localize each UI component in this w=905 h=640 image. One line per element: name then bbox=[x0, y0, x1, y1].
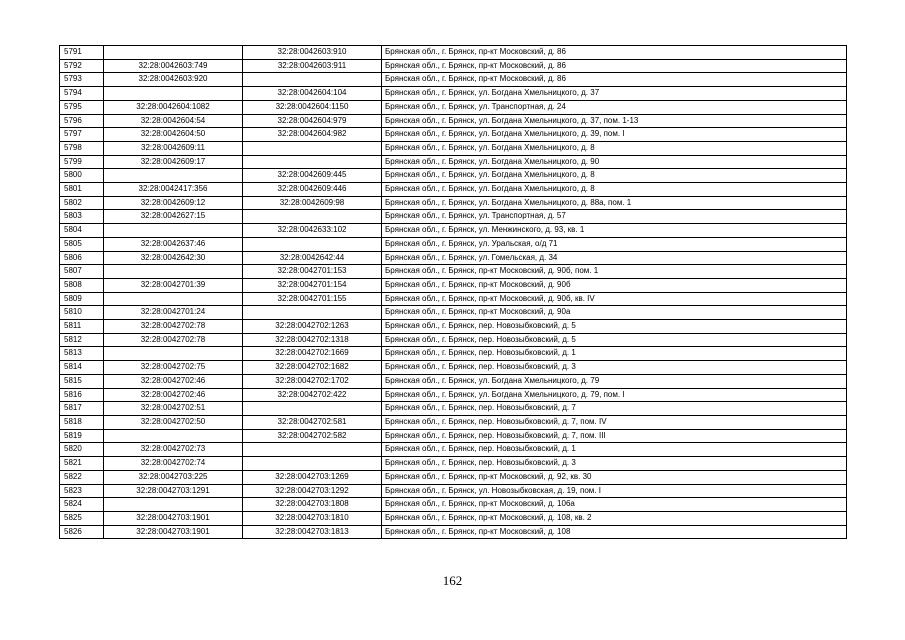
cadastral-object-cell: 32:28:0042609:98 bbox=[243, 196, 382, 210]
table-row bbox=[60, 292, 847, 306]
row-number-cell: 5807 bbox=[60, 265, 104, 279]
cadastral-number-cell: 32:28:0042637:46 bbox=[104, 237, 243, 251]
row-number-cell: 5822 bbox=[60, 470, 104, 484]
row-number-cell: 5825 bbox=[60, 511, 104, 525]
cadastral-number-cell: 32:28:0042703:1901 bbox=[104, 511, 243, 525]
cadastral-number-cell: 32:28:0042604:50 bbox=[104, 128, 243, 142]
cadastral-number-cell: 32:28:0042702:73 bbox=[104, 443, 243, 457]
address-cell: Брянская обл., г. Брянск, ул. Транспортная, д. 24 bbox=[382, 100, 847, 114]
cadastral-number-cell: 32:28:0042702:46 bbox=[104, 374, 243, 388]
cadastral-number-cell: 32:28:0042604:1082 bbox=[104, 100, 243, 114]
address-cell: Брянская обл., г. Брянск, пр-кт Московский, д. 90б, пом. 1 bbox=[382, 265, 847, 279]
address-cell: Брянская обл., г. Брянск, пер. Новозыбковский, д. 7, пом. IV bbox=[382, 415, 847, 429]
cadastral-table bbox=[59, 45, 847, 539]
cadastral-number-cell bbox=[104, 429, 243, 443]
address-cell: Брянская обл., г. Брянск, пер. Новозыбковский, д. 5 bbox=[382, 320, 847, 334]
row-number-cell: 5819 bbox=[60, 429, 104, 443]
cadastral-object-cell: 32:28:0042603:911 bbox=[243, 59, 382, 73]
table-row bbox=[60, 443, 847, 457]
address-cell: Брянская обл., г. Брянск, пер. Новозыбковский, д. 7 bbox=[382, 402, 847, 416]
row-number-cell: 5801 bbox=[60, 183, 104, 197]
cadastral-object-cell: 32:28:0042701:155 bbox=[243, 292, 382, 306]
table-row bbox=[60, 415, 847, 429]
cadastral-number-cell: 32:28:0042627:15 bbox=[104, 210, 243, 224]
row-number-cell: 5815 bbox=[60, 374, 104, 388]
address-cell: Брянская обл., г. Брянск, пр-кт Московский, д. 90б, кв. IV bbox=[382, 292, 847, 306]
table-row bbox=[60, 87, 847, 101]
table-row bbox=[60, 169, 847, 183]
cadastral-number-cell: 32:28:0042604:54 bbox=[104, 114, 243, 128]
cadastral-object-cell bbox=[243, 402, 382, 416]
row-number-cell: 5804 bbox=[60, 224, 104, 238]
cadastral-object-cell: 32:28:0042633:102 bbox=[243, 224, 382, 238]
address-cell: Брянская обл., г. Брянск, ул. Богдана Хмельницкого, д. 37 bbox=[382, 87, 847, 101]
table-row bbox=[60, 196, 847, 210]
address-cell: Брянская обл., г. Брянск, пр-кт Московский, д. 108 bbox=[382, 525, 847, 539]
cadastral-object-cell: 32:28:0042642:44 bbox=[243, 251, 382, 265]
row-number-cell: 5820 bbox=[60, 443, 104, 457]
row-number-cell: 5817 bbox=[60, 402, 104, 416]
cadastral-number-cell bbox=[104, 87, 243, 101]
table-row bbox=[60, 470, 847, 484]
cadastral-number-cell: 32:28:0042417:356 bbox=[104, 183, 243, 197]
address-cell: Брянская обл., г. Брянск, пер. Новозыбковский, д. 5 bbox=[382, 333, 847, 347]
cadastral-object-cell: 32:28:0042603:910 bbox=[243, 46, 382, 60]
address-cell: Брянская обл., г. Брянск, ул. Богдана Хмельницкого, д. 37, пом. 1-13 bbox=[382, 114, 847, 128]
address-cell: Брянская обл., г. Брянск, ул. Менжинского, д. 93, кв. 1 bbox=[382, 224, 847, 238]
table-row bbox=[60, 224, 847, 238]
table-row bbox=[60, 457, 847, 471]
table-row bbox=[60, 183, 847, 197]
table-row bbox=[60, 374, 847, 388]
cadastral-number-cell bbox=[104, 224, 243, 238]
cadastral-number-cell: 32:28:0042702:78 bbox=[104, 333, 243, 347]
row-number-cell: 5802 bbox=[60, 196, 104, 210]
cadastral-number-cell: 32:28:0042703:1901 bbox=[104, 525, 243, 539]
row-number-cell: 5805 bbox=[60, 237, 104, 251]
cadastral-number-cell bbox=[104, 347, 243, 361]
table-row bbox=[60, 525, 847, 539]
cadastral-number-cell: 32:28:0042701:24 bbox=[104, 306, 243, 320]
cadastral-object-cell: 32:28:0042604:104 bbox=[243, 87, 382, 101]
table-row bbox=[60, 46, 847, 60]
cadastral-number-cell: 32:28:0042609:12 bbox=[104, 196, 243, 210]
address-cell: Брянская обл., г. Брянск, ул. Транспортная, д. 57 bbox=[382, 210, 847, 224]
address-cell: Брянская обл., г. Брянск, ул. Богдана Хмельницкого, д. 8 bbox=[382, 141, 847, 155]
cadastral-object-cell: 32:28:0042701:154 bbox=[243, 278, 382, 292]
cadastral-number-cell: 32:28:0042642:30 bbox=[104, 251, 243, 265]
cadastral-number-cell: 32:28:0042702:46 bbox=[104, 388, 243, 402]
row-number-cell: 5821 bbox=[60, 457, 104, 471]
cadastral-object-cell: 32:28:0042703:1292 bbox=[243, 484, 382, 498]
page-number: 162 bbox=[442, 573, 463, 588]
table-row bbox=[60, 361, 847, 375]
address-cell: Брянская обл., г. Брянск, ул. Новозыбковская, д. 19, пом. I bbox=[382, 484, 847, 498]
address-cell: Брянская обл., г. Брянск, пер. Новозыбковский, д. 3 bbox=[382, 457, 847, 471]
cadastral-object-cell: 32:28:0042604:982 bbox=[243, 128, 382, 142]
row-number-cell: 5800 bbox=[60, 169, 104, 183]
address-cell: Брянская обл., г. Брянск, ул. Богдана Хмельницкого, д. 79, пом. I bbox=[382, 388, 847, 402]
cadastral-object-cell: 32:28:0042701:153 bbox=[243, 265, 382, 279]
address-cell: Брянская обл., г. Брянск, пр-кт Московский, д. 90б bbox=[382, 278, 847, 292]
address-cell: Брянская обл., г. Брянск, пер. Новозыбковский, д. 7, пом. III bbox=[382, 429, 847, 443]
row-number-cell: 5797 bbox=[60, 128, 104, 142]
table-body bbox=[60, 46, 847, 539]
address-cell: Брянская обл., г. Брянск, пр-кт Московский, д. 90а bbox=[382, 306, 847, 320]
cadastral-object-cell: 32:28:0042702:1669 bbox=[243, 347, 382, 361]
cadastral-number-cell: 32:28:0042702:51 bbox=[104, 402, 243, 416]
cadastral-object-cell: 32:28:0042702:422 bbox=[243, 388, 382, 402]
row-number-cell: 5810 bbox=[60, 306, 104, 320]
address-cell: Брянская обл., г. Брянск, пр-кт Московский, д. 106а bbox=[382, 498, 847, 512]
cadastral-object-cell: 32:28:0042609:445 bbox=[243, 169, 382, 183]
row-number-cell: 5813 bbox=[60, 347, 104, 361]
table-row bbox=[60, 278, 847, 292]
address-cell: Брянская обл., г. Брянск, ул. Богдана Хмельницкого, д. 88а, пом. 1 bbox=[382, 196, 847, 210]
address-cell: Брянская обл., г. Брянск, ул. Богдана Хмельницкого, д. 8 bbox=[382, 169, 847, 183]
table-row bbox=[60, 484, 847, 498]
table-row bbox=[60, 210, 847, 224]
cadastral-object-cell bbox=[243, 73, 382, 87]
cadastral-number-cell bbox=[104, 265, 243, 279]
cadastral-number-cell: 32:28:0042609:17 bbox=[104, 155, 243, 169]
cadastral-object-cell bbox=[243, 141, 382, 155]
table-row bbox=[60, 347, 847, 361]
row-number-cell: 5793 bbox=[60, 73, 104, 87]
address-cell: Брянская обл., г. Брянск, пер. Новозыбковский, д. 1 bbox=[382, 347, 847, 361]
table-row bbox=[60, 251, 847, 265]
row-number-cell: 5806 bbox=[60, 251, 104, 265]
cadastral-object-cell: 32:28:0042604:979 bbox=[243, 114, 382, 128]
address-cell: Брянская обл., г. Брянск, пр-кт Московский, д. 86 bbox=[382, 59, 847, 73]
address-cell: Брянская обл., г. Брянск, пр-кт Московский, д. 92, кв. 30 bbox=[382, 470, 847, 484]
cadastral-object-cell bbox=[243, 155, 382, 169]
table-row bbox=[60, 59, 847, 73]
row-number-cell: 5796 bbox=[60, 114, 104, 128]
cadastral-object-cell: 32:28:0042703:1269 bbox=[243, 470, 382, 484]
cadastral-number-cell: 32:28:0042603:920 bbox=[104, 73, 243, 87]
cadastral-object-cell: 32:28:0042703:1813 bbox=[243, 525, 382, 539]
cadastral-number-cell bbox=[104, 46, 243, 60]
cadastral-object-cell: 32:28:0042703:1810 bbox=[243, 511, 382, 525]
cadastral-object-cell: 32:28:0042702:1263 bbox=[243, 320, 382, 334]
table-row bbox=[60, 402, 847, 416]
address-cell: Брянская обл., г. Брянск, ул. Богдана Хмельницкого, д. 90 bbox=[382, 155, 847, 169]
table-row bbox=[60, 73, 847, 87]
table-row bbox=[60, 429, 847, 443]
cadastral-number-cell bbox=[104, 169, 243, 183]
row-number-cell: 5798 bbox=[60, 141, 104, 155]
table-row bbox=[60, 128, 847, 142]
cadastral-number-cell: 32:28:0042702:50 bbox=[104, 415, 243, 429]
cadastral-number-cell bbox=[104, 498, 243, 512]
cadastral-number-cell: 32:28:0042702:74 bbox=[104, 457, 243, 471]
row-number-cell: 5809 bbox=[60, 292, 104, 306]
table-row bbox=[60, 155, 847, 169]
address-cell: Брянская обл., г. Брянск, ул. Гомельская, д. 34 bbox=[382, 251, 847, 265]
cadastral-object-cell: 32:28:0042702:582 bbox=[243, 429, 382, 443]
row-number-cell: 5826 bbox=[60, 525, 104, 539]
table-row bbox=[60, 388, 847, 402]
row-number-cell: 5799 bbox=[60, 155, 104, 169]
cadastral-object-cell bbox=[243, 306, 382, 320]
table-row bbox=[60, 100, 847, 114]
row-number-cell: 5794 bbox=[60, 87, 104, 101]
table-row bbox=[60, 333, 847, 347]
cadastral-number-cell: 32:28:0042702:78 bbox=[104, 320, 243, 334]
cadastral-object-cell: 32:28:0042702:1318 bbox=[243, 333, 382, 347]
row-number-cell: 5812 bbox=[60, 333, 104, 347]
row-number-cell: 5803 bbox=[60, 210, 104, 224]
row-number-cell: 5791 bbox=[60, 46, 104, 60]
address-cell: Брянская обл., г. Брянск, ул. Богдана Хмельницкого, д. 8 bbox=[382, 183, 847, 197]
cadastral-object-cell: 32:28:0042702:1682 bbox=[243, 361, 382, 375]
table-row bbox=[60, 511, 847, 525]
address-cell: Брянская обл., г. Брянск, пр-кт Московский, д. 86 bbox=[382, 73, 847, 87]
cadastral-number-cell: 32:28:0042702:75 bbox=[104, 361, 243, 375]
address-cell: Брянская обл., г. Брянск, ул. Богдана Хмельницкого, д. 39, пом. I bbox=[382, 128, 847, 142]
address-cell: Брянская обл., г. Брянск, пер. Новозыбковский, д. 1 bbox=[382, 443, 847, 457]
row-number-cell: 5795 bbox=[60, 100, 104, 114]
cadastral-number-cell: 32:28:0042703:225 bbox=[104, 470, 243, 484]
table-row bbox=[60, 141, 847, 155]
table-row bbox=[60, 498, 847, 512]
table-row bbox=[60, 237, 847, 251]
address-cell: Брянская обл., г. Брянск, ул. Богдана Хмельницкого, д. 79 bbox=[382, 374, 847, 388]
cadastral-object-cell: 32:28:0042604:1150 bbox=[243, 100, 382, 114]
row-number-cell: 5814 bbox=[60, 361, 104, 375]
address-cell: Брянская обл., г. Брянск, пер. Новозыбковский, д. 3 bbox=[382, 361, 847, 375]
row-number-cell: 5823 bbox=[60, 484, 104, 498]
cadastral-object-cell: 32:28:0042702:1702 bbox=[243, 374, 382, 388]
table-row bbox=[60, 114, 847, 128]
row-number-cell: 5818 bbox=[60, 415, 104, 429]
cadastral-number-cell bbox=[104, 292, 243, 306]
cadastral-object-cell: 32:28:0042702:581 bbox=[243, 415, 382, 429]
cadastral-number-cell: 32:28:0042603:749 bbox=[104, 59, 243, 73]
cadastral-object-cell bbox=[243, 457, 382, 471]
address-cell: Брянская обл., г. Брянск, пр-кт Московский, д. 86 bbox=[382, 46, 847, 60]
address-cell: Брянская обл., г. Брянск, пр-кт Московский, д. 108, кв. 2 bbox=[382, 511, 847, 525]
table-row bbox=[60, 306, 847, 320]
cadastral-object-cell bbox=[243, 210, 382, 224]
cadastral-number-cell: 32:28:0042701:39 bbox=[104, 278, 243, 292]
row-number-cell: 5824 bbox=[60, 498, 104, 512]
table-row bbox=[60, 265, 847, 279]
table-row bbox=[60, 320, 847, 334]
row-number-cell: 5816 bbox=[60, 388, 104, 402]
cadastral-object-cell bbox=[243, 443, 382, 457]
cadastral-object-cell: 32:28:0042609:446 bbox=[243, 183, 382, 197]
row-number-cell: 5811 bbox=[60, 320, 104, 334]
row-number-cell: 5808 bbox=[60, 278, 104, 292]
cadastral-object-cell: 32:28:0042703:1808 bbox=[243, 498, 382, 512]
cadastral-number-cell: 32:28:0042703:1291 bbox=[104, 484, 243, 498]
row-number-cell: 5792 bbox=[60, 59, 104, 73]
address-cell: Брянская обл., г. Брянск, ул. Уральская, о/д 71 bbox=[382, 237, 847, 251]
cadastral-object-cell bbox=[243, 237, 382, 251]
cadastral-number-cell: 32:28:0042609:11 bbox=[104, 141, 243, 155]
